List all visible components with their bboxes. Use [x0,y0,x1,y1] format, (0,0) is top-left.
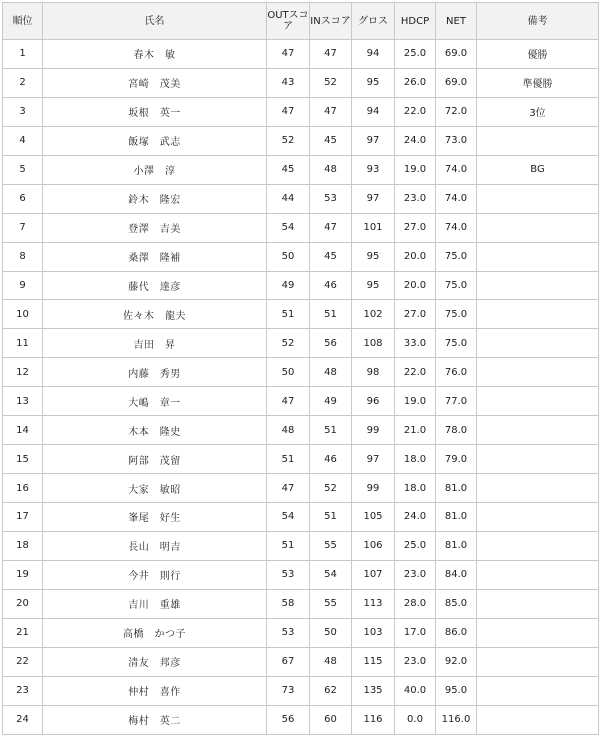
hdcp-cell: 17.0 [395,618,436,647]
out-score-cell: 47 [267,474,310,503]
header-row [3,3,599,40]
in-score-cell: 47 [310,40,352,69]
net-cell: 69.0 [436,40,477,69]
gross-cell: 107 [352,560,395,589]
net-cell: 86.0 [436,618,477,647]
table-row [3,705,599,734]
player-name-cell: 坂根 英一 [43,97,267,126]
in-score-cell: 48 [310,647,352,676]
net-cell: 75.0 [436,300,477,329]
out-score-cell: 51 [267,445,310,474]
rank-cell: 21 [3,618,43,647]
player-name-cell: 小澤 淳 [43,155,267,184]
net-cell: 76.0 [436,358,477,387]
header-out-score: OUTスコア [267,3,310,40]
rank-cell: 20 [3,589,43,618]
remarks-cell [477,705,599,734]
net-cell: 92.0 [436,647,477,676]
remarks-cell [477,271,599,300]
player-name-cell: 大家 敏昭 [43,474,267,503]
player-name-cell: 大嶋 章一 [43,387,267,416]
out-score-cell: 43 [267,68,310,97]
out-score-cell: 53 [267,560,310,589]
remarks-cell [477,676,599,705]
player-name-cell: 梅村 英二 [43,705,267,734]
net-cell: 74.0 [436,213,477,242]
table-row [3,445,599,474]
gross-cell: 95 [352,271,395,300]
rank-cell: 15 [3,445,43,474]
rank-cell: 17 [3,503,43,532]
player-name-cell: 長山 明吉 [43,531,267,560]
gross-cell: 96 [352,387,395,416]
in-score-cell: 45 [310,126,352,155]
hdcp-cell: 24.0 [395,126,436,155]
rank-cell: 5 [3,155,43,184]
gross-cell: 94 [352,40,395,69]
remarks-cell [477,416,599,445]
gross-cell: 97 [352,126,395,155]
table-row [3,213,599,242]
in-score-cell: 50 [310,618,352,647]
out-score-cell: 49 [267,271,310,300]
remarks-cell [477,329,599,358]
table-row [3,40,599,69]
gross-cell: 99 [352,416,395,445]
in-score-cell: 47 [310,97,352,126]
hdcp-cell: 40.0 [395,676,436,705]
results-table [2,2,599,735]
remarks-cell [477,560,599,589]
player-name-cell: 清友 邦彦 [43,647,267,676]
in-score-cell: 48 [310,358,352,387]
rank-cell: 9 [3,271,43,300]
in-score-cell: 48 [310,155,352,184]
in-score-cell: 46 [310,271,352,300]
remarks-cell [477,647,599,676]
rank-cell: 24 [3,705,43,734]
in-score-cell: 51 [310,300,352,329]
player-name-cell: 鈴木 隆宏 [43,184,267,213]
hdcp-cell: 33.0 [395,329,436,358]
remarks-cell [477,358,599,387]
in-score-cell: 55 [310,589,352,618]
net-cell: 75.0 [436,242,477,271]
player-name-cell: 吉田 昇 [43,329,267,358]
hdcp-cell: 22.0 [395,97,436,126]
table-row [3,503,599,532]
header-hdcp: HDCP [395,3,436,40]
table-row [3,474,599,503]
net-cell: 85.0 [436,589,477,618]
rank-cell: 12 [3,358,43,387]
rank-cell: 4 [3,126,43,155]
gross-cell: 95 [352,242,395,271]
out-score-cell: 58 [267,589,310,618]
remarks-cell [477,474,599,503]
net-cell: 84.0 [436,560,477,589]
out-score-cell: 47 [267,40,310,69]
rank-cell: 2 [3,68,43,97]
out-score-cell: 48 [267,416,310,445]
remarks-cell [477,503,599,532]
player-name-cell: 吉川 重雄 [43,589,267,618]
gross-cell: 105 [352,503,395,532]
player-name-cell: 内藤 秀男 [43,358,267,387]
rank-cell: 7 [3,213,43,242]
gross-cell: 103 [352,618,395,647]
hdcp-cell: 27.0 [395,213,436,242]
net-cell: 73.0 [436,126,477,155]
player-name-cell: 藤代 達彦 [43,271,267,300]
rank-cell: 14 [3,416,43,445]
hdcp-cell: 28.0 [395,589,436,618]
gross-cell: 94 [352,97,395,126]
player-name-cell: 桑澤 隆補 [43,242,267,271]
in-score-cell: 49 [310,387,352,416]
out-score-cell: 45 [267,155,310,184]
table-row [3,97,599,126]
remarks-cell [477,126,599,155]
out-score-cell: 51 [267,531,310,560]
remarks-cell: 準優勝 [477,68,599,97]
remarks-cell [477,242,599,271]
net-cell: 75.0 [436,329,477,358]
hdcp-cell: 25.0 [395,531,436,560]
player-name-cell: 仲村 喜作 [43,676,267,705]
in-score-cell: 47 [310,213,352,242]
gross-cell: 116 [352,705,395,734]
hdcp-cell: 20.0 [395,242,436,271]
hdcp-cell: 23.0 [395,560,436,589]
gross-cell: 115 [352,647,395,676]
gross-cell: 102 [352,300,395,329]
hdcp-cell: 22.0 [395,358,436,387]
net-cell: 74.0 [436,155,477,184]
player-name-cell: 春木 敏 [43,40,267,69]
table-row [3,647,599,676]
remarks-cell [477,387,599,416]
table-row [3,126,599,155]
player-name-cell: 今井 則行 [43,560,267,589]
rank-cell: 6 [3,184,43,213]
hdcp-cell: 23.0 [395,647,436,676]
net-cell: 72.0 [436,97,477,126]
gross-cell: 93 [352,155,395,184]
in-score-cell: 45 [310,242,352,271]
rank-cell: 19 [3,560,43,589]
in-score-cell: 51 [310,503,352,532]
player-name-cell: 佐々木 龍夫 [43,300,267,329]
gross-cell: 99 [352,474,395,503]
table-row [3,387,599,416]
in-score-cell: 52 [310,68,352,97]
remarks-cell [477,300,599,329]
in-score-cell: 53 [310,184,352,213]
in-score-cell: 60 [310,705,352,734]
header-net: NET [436,3,477,40]
net-cell: 81.0 [436,503,477,532]
out-score-cell: 53 [267,618,310,647]
in-score-cell: 52 [310,474,352,503]
remarks-cell [477,445,599,474]
in-score-cell: 55 [310,531,352,560]
in-score-cell: 56 [310,329,352,358]
out-score-cell: 50 [267,242,310,271]
table-row [3,560,599,589]
out-score-cell: 50 [267,358,310,387]
table-row [3,589,599,618]
table-row [3,618,599,647]
remarks-cell [477,213,599,242]
out-score-cell: 73 [267,676,310,705]
remarks-cell [477,618,599,647]
out-score-cell: 51 [267,300,310,329]
hdcp-cell: 18.0 [395,445,436,474]
gross-cell: 101 [352,213,395,242]
rank-cell: 3 [3,97,43,126]
rank-cell: 1 [3,40,43,69]
out-score-cell: 52 [267,126,310,155]
hdcp-cell: 19.0 [395,155,436,184]
player-name-cell: 登澤 吉美 [43,213,267,242]
table-row [3,242,599,271]
net-cell: 79.0 [436,445,477,474]
player-name-cell: 飯塚 武志 [43,126,267,155]
table-row [3,271,599,300]
gross-cell: 108 [352,329,395,358]
hdcp-cell: 20.0 [395,271,436,300]
net-cell: 81.0 [436,531,477,560]
gross-cell: 97 [352,445,395,474]
table-row [3,300,599,329]
header-in-score: INスコア [310,3,352,40]
net-cell: 116.0 [436,705,477,734]
remarks-cell [477,184,599,213]
player-name-cell: 木本 隆史 [43,416,267,445]
hdcp-cell: 18.0 [395,474,436,503]
table-row [3,329,599,358]
table-row [3,676,599,705]
hdcp-cell: 27.0 [395,300,436,329]
table-row [3,155,599,184]
hdcp-cell: 25.0 [395,40,436,69]
table-row [3,68,599,97]
header-rank: 順位 [3,3,43,40]
net-cell: 75.0 [436,271,477,300]
out-score-cell: 54 [267,503,310,532]
out-score-cell: 67 [267,647,310,676]
net-cell: 74.0 [436,184,477,213]
header-remarks: 備考 [477,3,599,40]
net-cell: 81.0 [436,474,477,503]
hdcp-cell: 26.0 [395,68,436,97]
remarks-cell: 3位 [477,97,599,126]
gross-cell: 97 [352,184,395,213]
rank-cell: 10 [3,300,43,329]
player-name-cell: 峯尾 好生 [43,503,267,532]
player-name-cell: 阿部 茂留 [43,445,267,474]
out-score-cell: 52 [267,329,310,358]
in-score-cell: 54 [310,560,352,589]
table-row [3,531,599,560]
remarks-cell [477,589,599,618]
remarks-cell: 優勝 [477,40,599,69]
in-score-cell: 51 [310,416,352,445]
table-row [3,358,599,387]
player-name-cell: 高橋 かつ子 [43,618,267,647]
out-score-cell: 56 [267,705,310,734]
hdcp-cell: 23.0 [395,184,436,213]
net-cell: 95.0 [436,676,477,705]
hdcp-cell: 24.0 [395,503,436,532]
rank-cell: 8 [3,242,43,271]
hdcp-cell: 19.0 [395,387,436,416]
rank-cell: 11 [3,329,43,358]
rank-cell: 13 [3,387,43,416]
out-score-cell: 44 [267,184,310,213]
player-name-cell: 宮崎 茂美 [43,68,267,97]
gross-cell: 113 [352,589,395,618]
hdcp-cell: 21.0 [395,416,436,445]
in-score-cell: 46 [310,445,352,474]
header-name: 氏名 [43,3,267,40]
header-gross: グロス [352,3,395,40]
in-score-cell: 62 [310,676,352,705]
net-cell: 77.0 [436,387,477,416]
table-row [3,184,599,213]
remarks-cell [477,531,599,560]
out-score-cell: 47 [267,387,310,416]
hdcp-cell: 0.0 [395,705,436,734]
rank-cell: 22 [3,647,43,676]
gross-cell: 95 [352,68,395,97]
out-score-cell: 54 [267,213,310,242]
net-cell: 69.0 [436,68,477,97]
gross-cell: 98 [352,358,395,387]
net-cell: 78.0 [436,416,477,445]
gross-cell: 135 [352,676,395,705]
table-row [3,416,599,445]
gross-cell: 106 [352,531,395,560]
remarks-cell: BG [477,155,599,184]
rank-cell: 16 [3,474,43,503]
out-score-cell: 47 [267,97,310,126]
rank-cell: 23 [3,676,43,705]
rank-cell: 18 [3,531,43,560]
